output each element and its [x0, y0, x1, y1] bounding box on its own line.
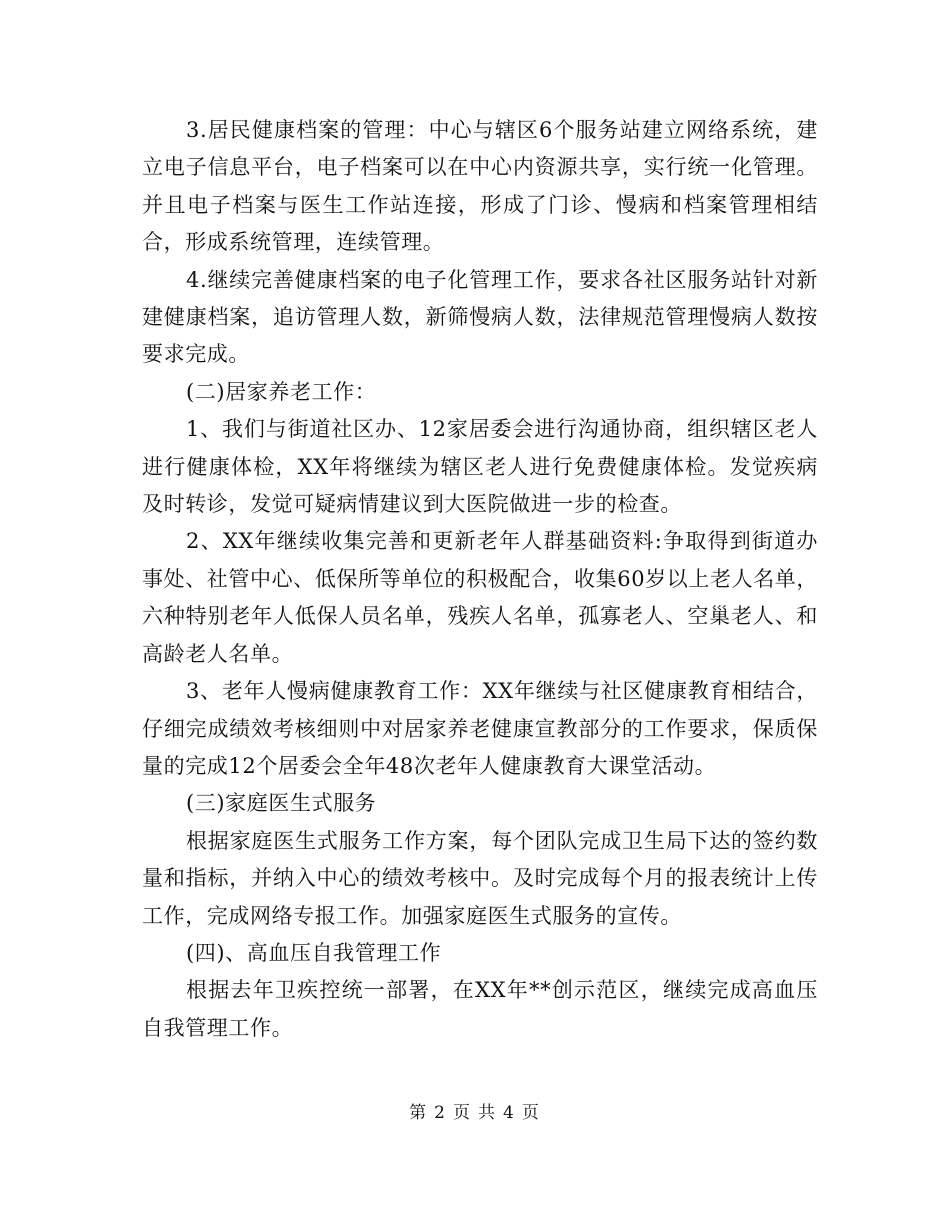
paragraph-elderly-data-collection: 2、XX年继续收集完善和更新老年人群基础资料:争取得到街道办事处、社管中心、低保所等单位的积极配合，收集60岁以上老人名单，六种特别老年人低保人员名单，残疾人名单，孤寡老人、空巢老人、和高龄老人名单。: [142, 529, 818, 666]
footer-page-total: 4: [503, 1103, 516, 1123]
paragraph-elderly-health-education: 3、老年人慢病健康教育工作：XX年继续与社区健康教育相结合，仔细完成绩效考核细则中对居家养老健康宣教部分的工作要求，保质保量的完成12个居委会全年48次老年人健康教育大课堂活动。: [142, 679, 818, 778]
section-heading-home-elderly-care: (二)居家养老工作：: [186, 379, 377, 404]
footer-label-ye: 页: [453, 1103, 472, 1123]
paragraph-hypertension-management: 根据去年卫疾控统一部署，在XX年**创示范区，继续完成高血压自我管理工作。: [142, 978, 818, 1040]
footer-label-ye-end: 页: [521, 1103, 541, 1123]
paragraph-health-records-management: 3.居民健康档案的管理：中心与辖区6个服务站建立网络系统，建立电子信息平台，电子档案可以在中心内资源共享，实行统一化管理。并且电子档案与医生工作站连接，形成了门诊、慢病和档案管理相结合，形成系统管理，连续管理。: [142, 118, 818, 255]
page-footer: [0, 1098, 950, 1123]
footer-label-di: 第: [409, 1103, 429, 1123]
footer-label-gong: 共: [478, 1103, 497, 1123]
section-heading-hypertension: (四)、高血压自我管理工作: [186, 940, 442, 965]
paragraph-elderly-checkup: 1、我们与街道社区办、12家居委会进行沟通协商，组织辖区老人进行健康体检，XX年将继续为辖区老人进行免费健康体检。发觉疾病及时转诊，发觉可疑病情建议到大医院做进一步的检查。: [142, 417, 818, 517]
footer-page-current: 2: [434, 1103, 447, 1123]
paragraph-electronic-records: 4.继续完善健康档案的电子化管理工作，要求各社区服务站针对新建健康档案，追访管理人数，新筛慢病人数，法律规范管理慢病人数按要求完成。: [142, 267, 818, 367]
document-body: [142, 112, 818, 1047]
section-heading-family-doctor: (三)家庭医生式服务: [186, 791, 377, 816]
paragraph-family-doctor-service: 根据家庭医生式服务工作方案，每个团队完成卫生局下达的签约数量和指标，并纳入中心的绩效考核中。及时完成每个月的报表统计上传工作，完成网络专报工作。加强家庭医生式服务的宣传。: [142, 828, 818, 928]
